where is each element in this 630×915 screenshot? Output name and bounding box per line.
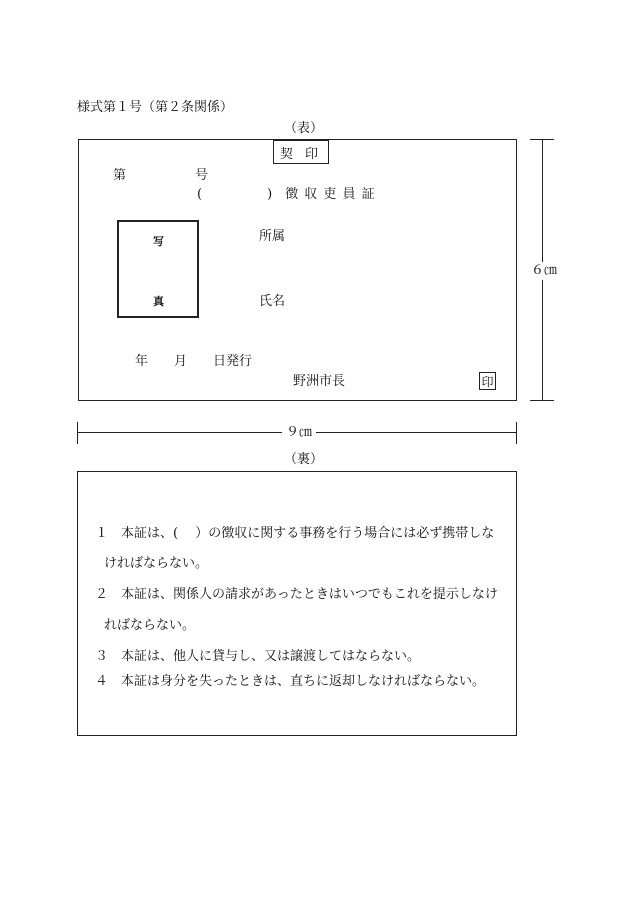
issuer: 野洲市長 <box>293 374 346 389</box>
rule-4: ４ 本証は身分を失ったときは、直ちに返却しなければならない。 <box>95 674 486 689</box>
rule-1-line-1: １ 本証は、( ）の徴収に関する事務を行う場合には必ず携帯しな <box>95 526 495 541</box>
issue-date: 年 月 日発行 <box>135 354 253 369</box>
rule-2-line-1: ２ 本証は、関係人の請求があったときはいつでもこれを提示しなけ <box>95 587 498 602</box>
width-dim-left-tick <box>77 422 78 444</box>
id-title: ( ) 徴 収 吏 員 証 <box>197 187 375 202</box>
back-label: （裏） <box>284 452 324 467</box>
number-first: 第 <box>113 168 127 183</box>
width-dim-right-tick <box>516 422 517 444</box>
height-dim-label: ６㎝ <box>531 263 558 278</box>
height-dim-line-lower <box>542 280 543 401</box>
width-dim-label: ９㎝ <box>286 425 313 440</box>
seal-mark-box <box>273 140 329 164</box>
stamp-box <box>479 372 496 390</box>
photo-bottom-char: 真 <box>153 295 164 308</box>
form-title: 様式第１号（第２条関係） <box>77 100 234 115</box>
rule-3: ３ 本証は、他人に貸与し、又は譲渡してはならない。 <box>95 649 421 664</box>
front-card <box>78 139 517 401</box>
rule-2-line-2: ればならない。 <box>104 618 196 633</box>
rule-1-line-2: ければならない。 <box>104 556 209 571</box>
front-label: （表） <box>284 121 324 136</box>
height-dim-line-upper <box>542 139 543 262</box>
number-second: 号 <box>195 168 209 183</box>
affiliation-label: 所属 <box>259 229 286 244</box>
width-dim-line-right <box>316 432 516 433</box>
back-card <box>77 471 517 736</box>
width-dim-line-left <box>77 432 282 433</box>
photo-box <box>117 220 199 318</box>
photo-top-char: 写 <box>153 235 164 248</box>
seal-mark-text: 契 印 <box>279 146 323 162</box>
stamp-text: 印 <box>481 374 494 389</box>
name-label: 氏名 <box>259 294 286 309</box>
